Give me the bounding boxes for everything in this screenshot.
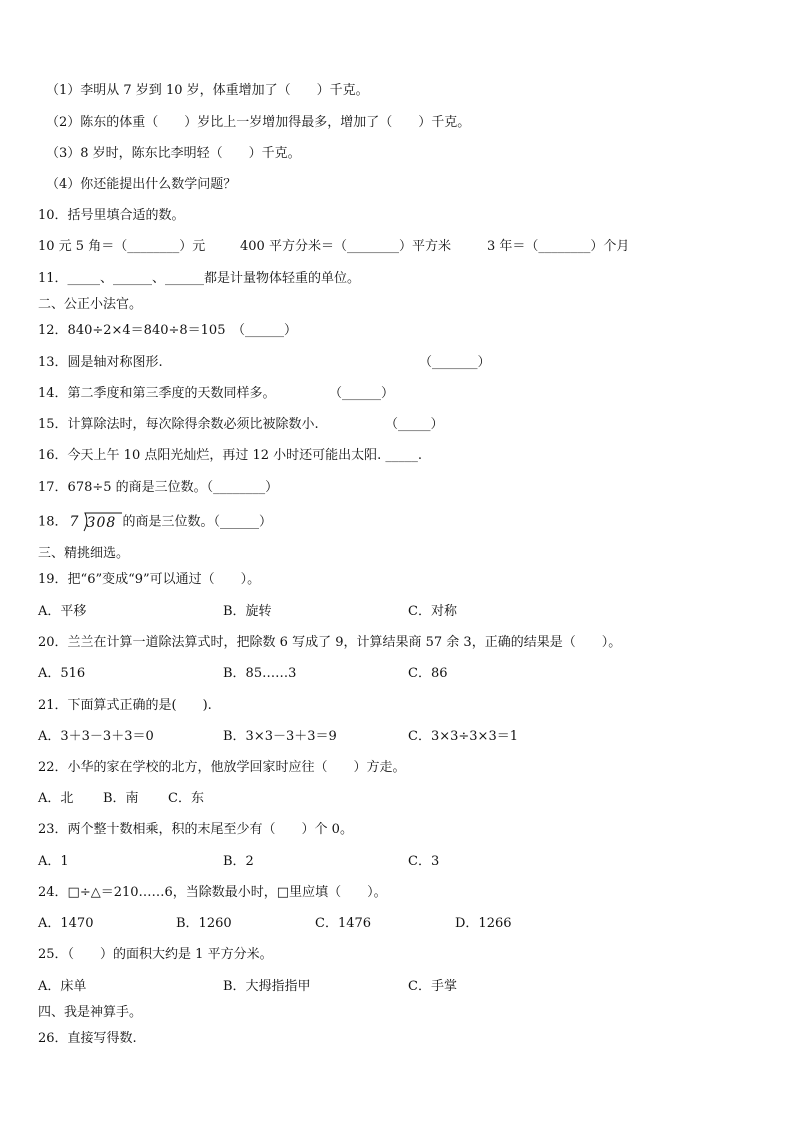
question-18-text: 的商是三位数。（______） [122,514,273,530]
question-11: 11．_____、______、______都是计量物体轻重的单位。 [38,271,361,286]
question-15-answer-blank: （_____） [385,417,444,432]
question-19-option-c: C．对称 [408,604,457,619]
question-25-option-b: B．大拇指指甲 [223,979,311,994]
question-23: 23．两个整十数相乘，积的末尾至少有（ ）个 0。 [38,822,353,837]
question-25: 25．（ ）的面积大约是 1 平方分米。 [38,947,273,962]
question-23-option-a: A．1 [38,854,69,869]
section-3-heading: 三、精挑细选。 [38,546,130,561]
question-21: 21．下面算式正确的是( ). [38,698,212,713]
question-25-option-a: A．床单 [38,979,87,994]
question-26: 26．直接写得数. [38,1031,137,1046]
question-25-option-c: C．手掌 [408,979,457,994]
question-21-option-c: C．3×3÷3×3＝1 [408,729,518,744]
question-23-option-c: C．3 [408,854,440,869]
question-24: 24．□÷△＝210……6，当除数最小时，□里应填（ ）。 [38,885,387,900]
question-18 [38,512,272,532]
question-14-answer-blank: （______） [329,386,395,401]
question-20-option-a: A．516 [38,666,86,681]
question-24-option-c: C．1476 [315,916,372,931]
question-24-option-d: D．1266 [455,916,512,931]
question-14: 14．第二季度和第三季度的天数同样多。 [38,386,276,401]
question-18-number: 18． [38,514,68,530]
question-23-option-b: B．2 [223,854,254,869]
question-21-option-b: B．3×3－3＋3＝9 [223,729,337,744]
subquestion-2: （2）陈东的体重（ ）岁比上一岁增加得最多，增加了（ ）千克。 [46,115,471,130]
section-2-heading: 二、公正小法官。 [38,297,143,312]
question-17: 17．678÷5 的商是三位数。（________） [38,480,279,495]
question-22-option-a: A．北 [38,791,74,806]
question-10-item-b: 400 平方分米＝（________）平方米 [240,239,451,254]
section-4-heading: 四、我是神算手。 [38,1005,143,1020]
subquestion-4: （4）你还能提出什么数学问题？ [46,177,237,192]
question-12: 12．840÷2×4＝840÷8＝105 （______） [38,323,297,338]
question-24-option-a: A．1470 [38,916,94,931]
question-10-item-c: 3 年＝（________）个月 [487,239,630,254]
question-19-option-b: B．旋转 [223,604,272,619]
subquestion-3: （3）8 岁时，陈东比李明轻（ ）千克。 [46,146,301,161]
question-16: 16．今天上午 10 点阳光灿烂，再过 12 小时还可能出太阳. _____. [38,448,423,463]
question-10: 10．括号里填合适的数。 [38,208,185,223]
question-20: 20．兰兰在计算一道除法算式时，把除数 6 写成了 9，计算结果商 57 余 3，正确的结果是（ ）。 [38,635,622,650]
question-13: 13．圆是轴对称图形. [38,355,163,370]
question-15: 15．计算除法时，每次除得余数必须比被除数小. [38,417,319,432]
question-24-option-b: B．1260 [176,916,232,931]
question-10-item-a: 10 元 5 角＝（________）元 [38,239,206,254]
question-20-option-b: B．85……3 [223,666,297,681]
question-19-option-a: A．平移 [38,604,87,619]
question-13-answer-blank: （_______） [419,355,491,370]
question-21-option-a: A．3＋3－3＋3＝0 [38,729,154,744]
question-22: 22．小华的家在学校的北方，他放学回家时应往（ ）方走。 [38,760,406,775]
subquestion-1: （1）李明从 7 岁到 10 岁，体重增加了（ ）千克。 [46,83,369,98]
divisor: 7 [69,514,79,530]
long-division-symbol [70,512,122,532]
question-22-option-c: C．东 [168,791,204,806]
question-22-option-b: B．南 [103,791,139,806]
question-19: 19．把“6”变成“9”可以通过（ ）。 [38,572,261,587]
question-20-option-c: C．86 [408,666,448,681]
dividend: 308 [86,515,117,531]
